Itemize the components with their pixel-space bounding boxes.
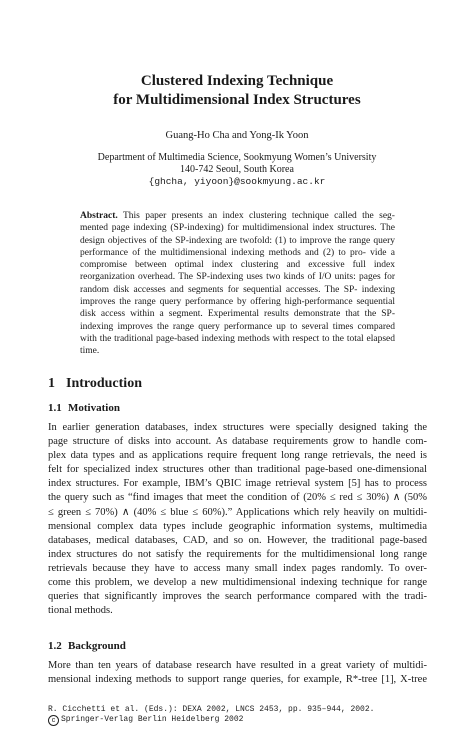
abstract-line: design objectives of the SP-indexing are twofold: (1) to improve the range [80,235,371,246]
paper-title-line-1: Clustered Indexing Technique [140,73,334,89]
body-line: index structures. For example, IBM’s QBIC image retrieval system [5] has to process [48,478,427,490]
section-title: Introduction [66,376,142,391]
subsection-heading-motivation [48,402,120,414]
body-line: ≤ green ≤ 70%) ∧ (40% ≤ blue ≤ 60%).” Applications which rely heavily on multidi- [48,506,427,518]
abstract [80,210,395,358]
abstract-line: query performance of the multidimensional indexing methods and (2) to pro- [80,235,395,258]
abstract-line: mented page indexing (SP-indexing) for multidimensional index structures. The [80,223,395,234]
abstract-label: Abstract. [80,211,118,221]
motivation-paragraph [48,421,427,618]
author-email: {ghcha, yiyoon}@sookmyung.ac.kr [148,176,326,187]
abstract-line: Abstract. This paper presents an index clustering technique called the seg- [80,211,395,221]
copyright-line: c Springer-Verlag Berlin Heidelberg 2002 [48,715,374,726]
section-heading-introduction [48,376,142,392]
body-line: queries that significantly improves the search performance compared with the tradi- [48,591,427,603]
page-footer [48,705,374,726]
body-line: felt for specialized index structures other than traditional page-based one-dimensional [48,464,427,476]
body-line: In earlier generation databases, index structures were specially designed taking the [48,422,427,433]
body-line: the query such as “find images that meet the condition of (20% ≤ red ≤ 30%) ∧ (50% [48,492,427,504]
body-line: tional methods. [48,605,113,617]
body-line: mensional complex data types include geographic information systems, multimedia [48,520,427,532]
abstract-line: compared with the traditional page-based indexing methods with respect to the [80,321,395,344]
body-line: retrievals because they have to access many small index pages randomly. To over- [48,562,427,574]
affiliation-line-1: Department of Multimedia Science, Sookmyung Women’s University [97,152,377,163]
abstract-line: the SP-indexing improves the range query performance up to several times [80,309,395,332]
body-line: plex data types and as applications require frequent long range retrievals, the need is [48,450,427,462]
body-line: mensional indexing methods to support range queries, for example, R*-tree [1], X-tree [48,674,427,686]
section-number: 1 [48,376,55,391]
body-line: databases, medical databases, CAD, and so on. However, the traditional page-based [48,534,427,546]
affiliation-line-2: 140-742 Seoul, South Korea [180,164,294,175]
body-line: come this problem, we develop a new multidimensional indexing technique for range [48,577,427,589]
body-line: More than ten years of database research have resulted in a great variety of multidi- [48,660,427,671]
subsection-number: 1.2 [48,640,62,652]
abstract-line: reorganization overhead. The SP-indexing uses two kinds of I/O units: pages [80,272,381,283]
copyright-icon: c [48,715,59,726]
authors: Guang-Ho Cha and Yong-Ik Yoon [165,130,309,141]
paper-title-line-2: for Multidimensional Index Structures [113,92,361,108]
abstract-line: for random disk accesses and segments for sequential accesses. The SP- [80,272,396,295]
background-paragraph [48,659,427,687]
subsection-title: Background [68,640,126,652]
subsection-number: 1.1 [48,402,62,414]
abstract-line: indexing improves the range query performance by offering high-performance [80,284,396,308]
citation-line: R. Cicchetti et al. (Eds.): DEXA 2002, LNCS 2453, pp. 935–944, 2002. [48,705,375,714]
body-line: page structure of disks into account. As database requirements grow to handle com- [48,436,427,448]
subsection-title: Motivation [68,402,120,414]
abstract-line: total elapsed time. [80,333,396,357]
subsection-heading-background [48,640,126,652]
abstract-line: vide a compromise between optimal index clustering and excessive full index [80,247,396,271]
body-line: index structures do not satisfy the requirements for the multidimensional long range [48,548,427,560]
abstract-line: sequential disk access within a segment. Experimental results demonstrate that [80,297,395,320]
